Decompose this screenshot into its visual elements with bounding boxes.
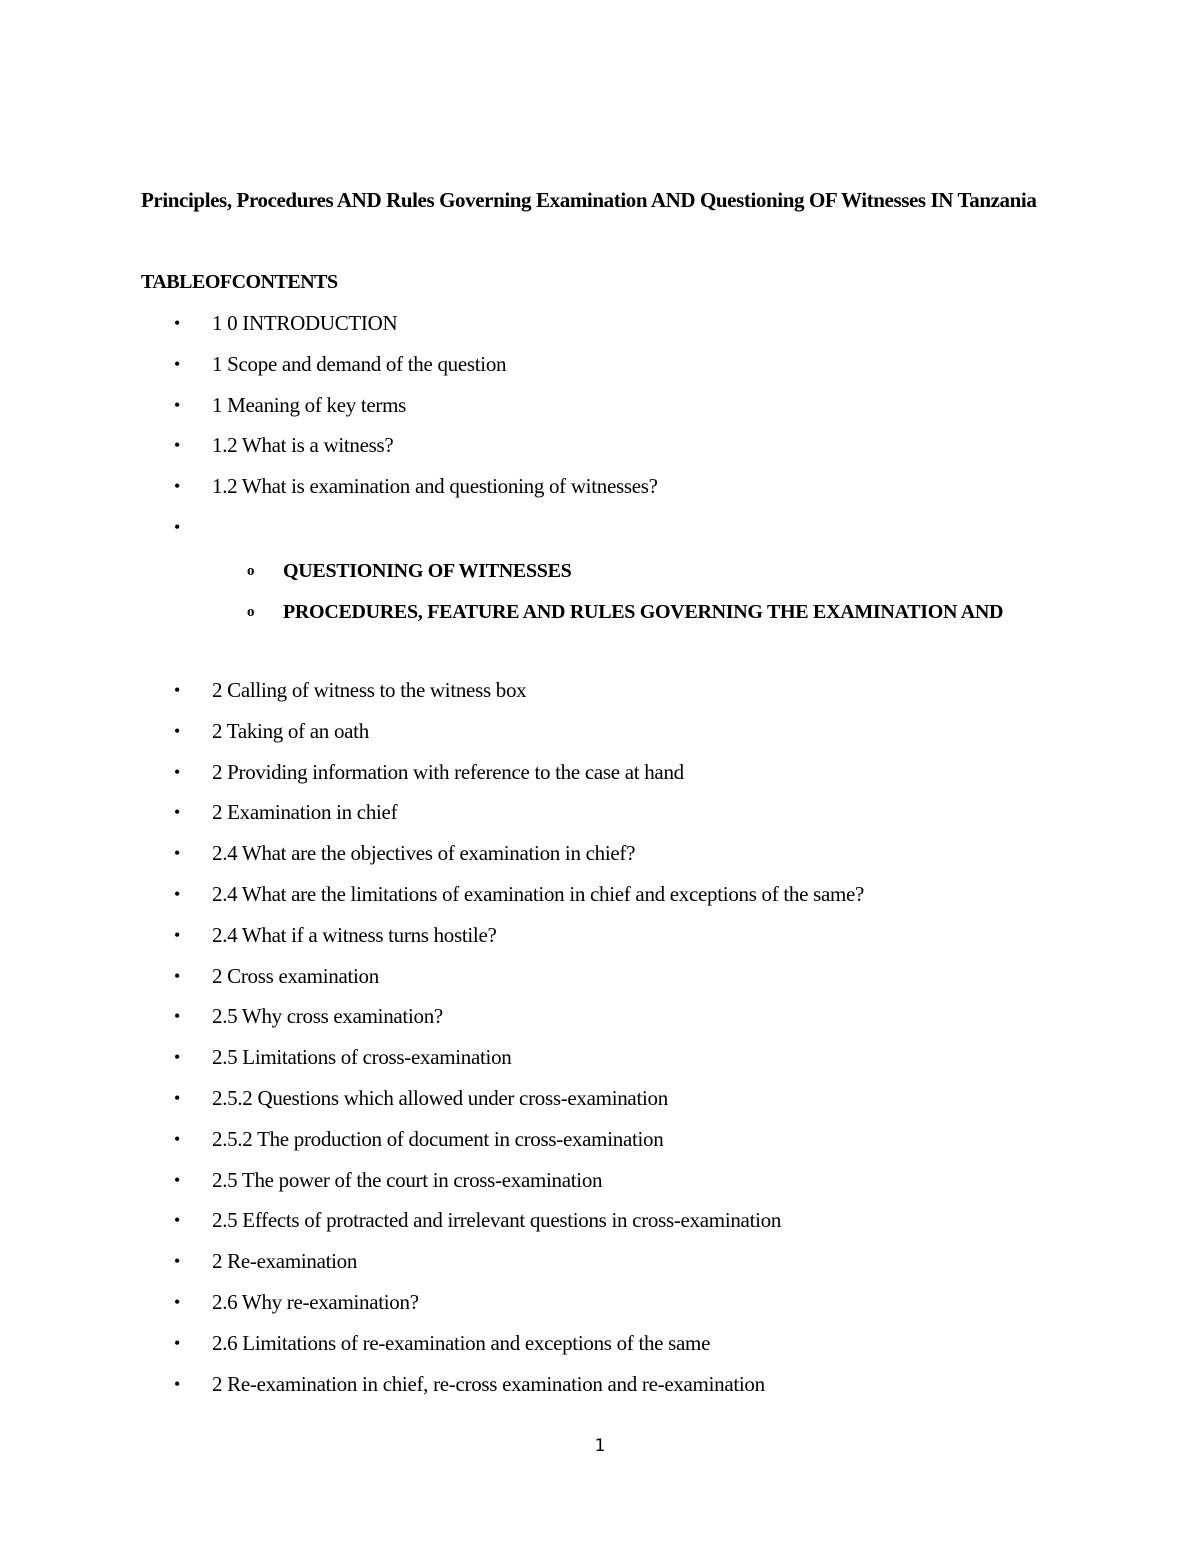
toc-item-text: 2.5.2 The production of document in cross-examination	[212, 1126, 664, 1151]
page-number: 1	[594, 1436, 606, 1456]
toc-item-text: 1 0 INTRODUCTION	[212, 311, 398, 335]
toc-item-text: 1.2 What is examination and questioning of witnesses?	[212, 474, 658, 499]
toc-item	[0, 919, 1200, 960]
toc-item	[0, 1082, 1200, 1123]
toc-item	[0, 715, 1200, 756]
toc-item-text: 2.5 Limitations of cross-examination	[212, 1045, 512, 1070]
toc-item-text: 2.5 The power of the court in cross-examination	[212, 1167, 603, 1192]
toc-item-text: 2 Calling of witness to the witness box	[212, 678, 527, 702]
toc-item	[0, 837, 1200, 878]
toc-item-text: 2 Providing information with reference to the case at hand	[212, 759, 684, 784]
toc-item	[0, 1041, 1200, 1082]
sub-bullet-icon: o	[247, 563, 255, 579]
toc-list-lower	[0, 674, 1200, 1408]
toc-item	[0, 1000, 1200, 1041]
bullet-icon: •	[174, 720, 181, 741]
bullet-icon: •	[174, 1006, 181, 1027]
bullet-icon: •	[174, 1373, 181, 1394]
toc-list-upper	[0, 307, 1200, 552]
toc-item-text: 2.4 What are the limitations of examination in chief and exceptions of the same?	[212, 881, 865, 906]
toc-item	[0, 674, 1200, 715]
toc-item	[0, 470, 1200, 511]
bullet-icon: •	[174, 1210, 181, 1231]
toc-item	[0, 756, 1200, 797]
toc-item-text: 1.2 What is a witness?	[212, 433, 394, 458]
bullet-icon: •	[174, 394, 181, 415]
toc-sub-item-text: QUESTIONING OF WITNESSES	[283, 560, 572, 582]
toc-item	[0, 796, 1200, 837]
toc-item	[0, 1245, 1200, 1286]
bullet-icon: •	[174, 1251, 181, 1272]
toc-item	[0, 1368, 1200, 1409]
bullet-icon: •	[174, 761, 181, 782]
toc-item-text: 2.5.2 Questions which allowed under cross-examination	[212, 1085, 668, 1110]
toc-item-text: 2.5 Effects of protracted and irrelevant questions in cross-examination	[212, 1208, 782, 1233]
toc-item-text: 2.5 Why cross examination?	[212, 1004, 443, 1029]
bullet-icon: •	[174, 1128, 181, 1149]
bullet-icon: •	[174, 1291, 181, 1312]
toc-sub-item	[0, 592, 1200, 633]
toc-item-text: 2 Re-examination	[212, 1249, 358, 1274]
toc-item	[0, 878, 1200, 919]
toc-item	[0, 1286, 1200, 1327]
bullet-icon: •	[174, 965, 181, 986]
toc-sub-item	[0, 551, 1200, 592]
toc-item	[0, 429, 1200, 470]
toc-item	[0, 307, 1200, 348]
toc-item-text: 2.4 What if a witness turns hostile?	[212, 922, 497, 947]
bullet-icon: •	[174, 313, 181, 333]
bullet-icon: •	[174, 802, 181, 823]
toc-item-text: 2.6 Limitations of re-examination and exceptions of the same	[212, 1330, 711, 1355]
toc-item	[0, 1164, 1200, 1205]
bullet-icon: •	[174, 435, 181, 456]
document-title: Principles, Procedures AND Rules Governing Examination AND Questioning OF Witnesses IN Tanzania	[141, 188, 1037, 212]
bullet-icon: •	[174, 924, 181, 945]
bullet-icon: •	[174, 883, 181, 904]
toc-item-empty	[0, 511, 1200, 552]
toc-item-text: 2.4 What are the objectives of examination in chief?	[212, 841, 636, 866]
toc-item-text: 2 Taking of an oath	[212, 718, 369, 743]
toc-item-text: 2 Examination in chief	[212, 800, 398, 825]
toc-item	[0, 389, 1200, 430]
bullet-icon: •	[174, 1087, 181, 1108]
bullet-icon: •	[174, 1169, 181, 1190]
toc-item-text: 1 Scope and demand of the question	[212, 351, 507, 376]
bullet-icon: •	[174, 680, 181, 700]
bullet-icon: •	[174, 516, 181, 537]
toc-item	[0, 1123, 1200, 1164]
bullet-icon: •	[174, 353, 181, 374]
toc-item-text: 2.6 Why re-examination?	[212, 1289, 419, 1314]
toc-item-text: 1 Meaning of key terms	[212, 392, 407, 417]
toc-sub-item-text: PROCEDURES, FEATURE AND RULES GOVERNING THE EXAMINATION AND	[283, 600, 1004, 623]
toc-heading: TABLEOFCONTENTS	[141, 271, 338, 293]
toc-item-text: 2 Cross examination	[212, 963, 379, 988]
toc-item	[0, 1204, 1200, 1245]
bullet-icon: •	[174, 476, 181, 497]
bullet-icon: •	[174, 843, 181, 864]
sub-bullet-icon: o	[247, 603, 255, 620]
toc-sub-list	[0, 551, 1200, 633]
toc-item-text: 2 Re-examination in chief, re-cross examination and re-examination	[212, 1371, 765, 1396]
bullet-icon: •	[174, 1332, 181, 1353]
bullet-icon: •	[174, 1047, 181, 1068]
toc-item	[0, 348, 1200, 389]
toc-item	[0, 960, 1200, 1001]
toc-item	[0, 1327, 1200, 1368]
